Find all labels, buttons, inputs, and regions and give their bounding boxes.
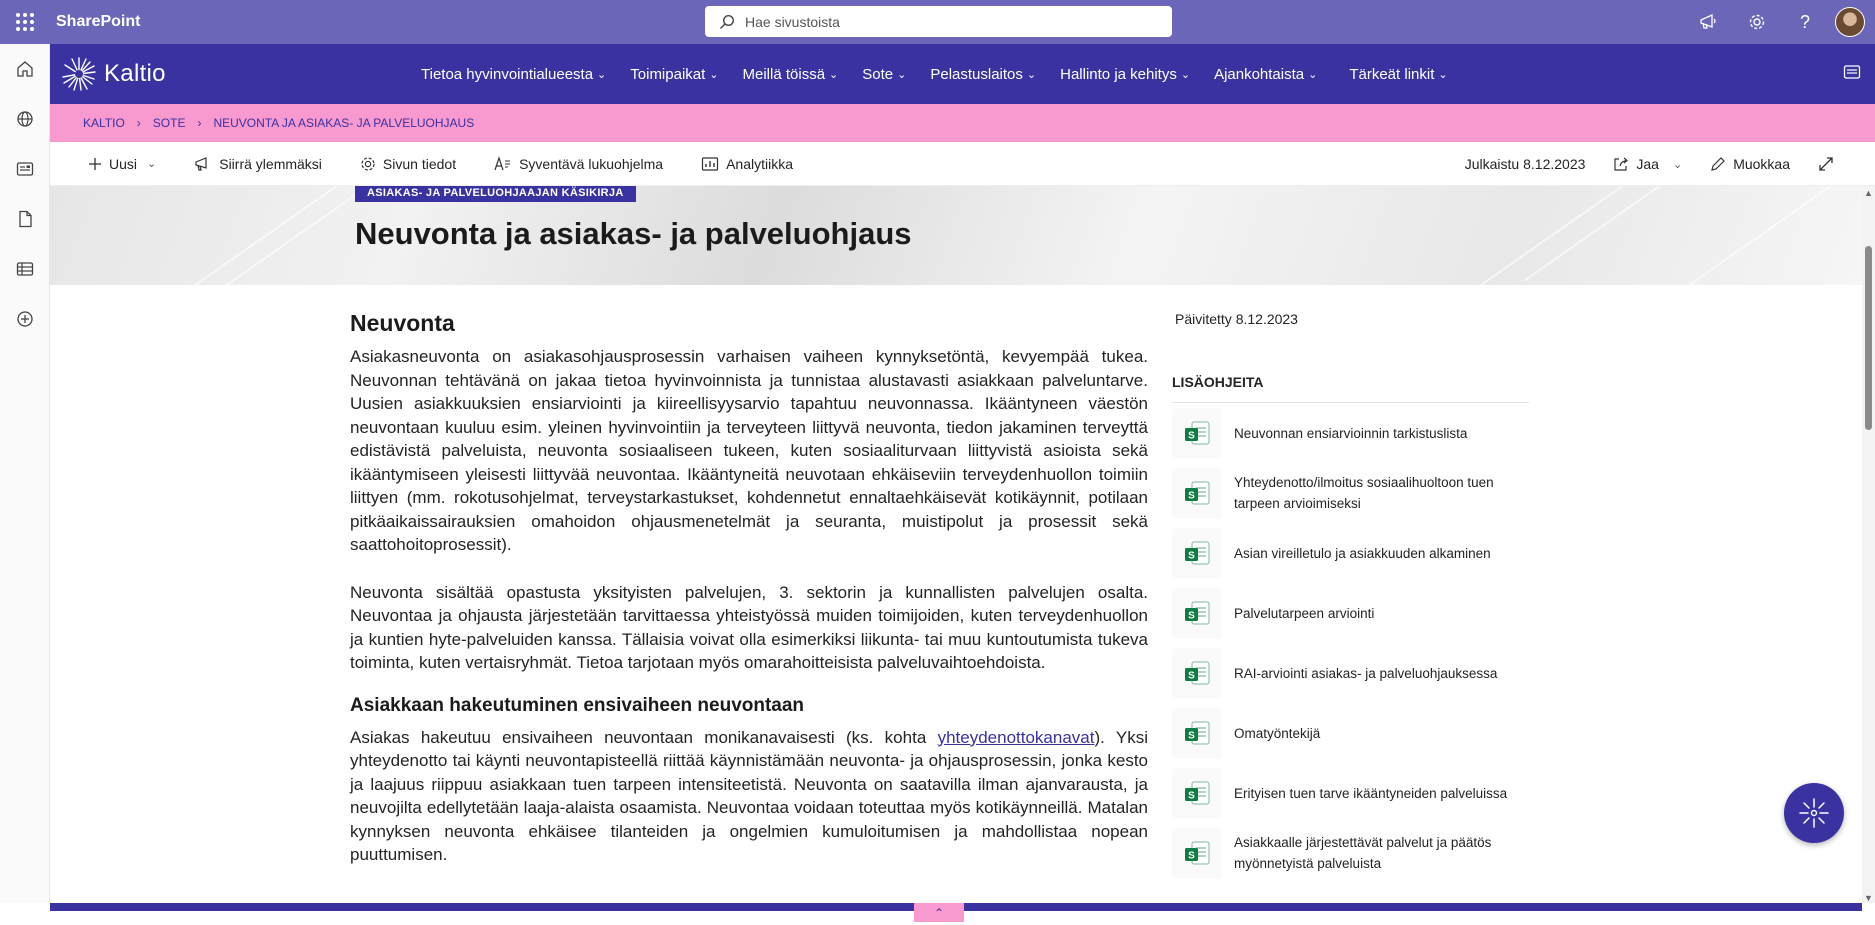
pencil-icon (1710, 156, 1726, 172)
nav-tarkeat-linkit[interactable] (1349, 66, 1447, 83)
chevron-down-icon: ⌄ (897, 68, 907, 81)
gear-icon (360, 156, 376, 172)
chevron-down-icon: ⌄ (1026, 68, 1037, 81)
scroll-thumb[interactable] (1865, 246, 1872, 430)
sharepoint-page-icon (1172, 408, 1222, 458)
megaphone-icon (194, 156, 212, 172)
nav-label: Meillä töissä (742, 65, 826, 83)
nav-ajankohtaista[interactable] (1214, 66, 1317, 83)
kaltio-logo-icon (60, 55, 98, 93)
scroll-down-arrow-icon[interactable]: ▼ (1864, 893, 1873, 903)
home-icon[interactable] (0, 44, 50, 94)
site-logo[interactable] (60, 55, 360, 93)
edit-button[interactable] (1710, 156, 1790, 172)
analytics-button[interactable] (701, 156, 793, 172)
quick-link-label: Palvelutarpeen arviointi (1234, 605, 1375, 621)
news-icon[interactable] (0, 144, 50, 194)
chevron-right-icon: › (136, 116, 141, 130)
published-status: Julkaistu 8.12.2023 (1464, 156, 1586, 172)
add-circle-icon[interactable] (0, 294, 50, 344)
page-title: Neuvonta ja asiakas- ja palveluohjaus (355, 216, 912, 251)
paragraph-3-text-before: Asiakas hakeutuu ensivaiheen neuvontaan monikanavaisesti (ks. kohta (350, 727, 938, 747)
left-app-bar (0, 44, 50, 925)
breadcrumb (50, 104, 1875, 142)
nav-label: Sote (862, 65, 894, 83)
paragraph-2: Neuvonta sisältää opastusta yksityisten palvelujen, 3. sektorin ja kunnallisten palvelujen osalta. Neuvontaa ja ohjausta järjestetään tarvittaessa yhteistyössä muiden toimijoiden, kuten terveydenhuollon ja kuntien hyte-palveluiden kanssa. Tällaisia voivat olla esimerkiksi liikunta- tai muu kuntoutumista tukeva toiminta, kuten vertaisryhmät. Tietoa tarjotaan myös omarahoitteisista palveluvaihtoehdoista. (350, 582, 1148, 672)
search-placeholder: Hae sivustoista (745, 13, 840, 30)
sharepoint-page-icon (1172, 768, 1222, 818)
quick-link-item[interactable] (1172, 523, 1529, 583)
side-heading: LISÄOHJEITA (1172, 374, 1529, 403)
side-panel (1172, 285, 1529, 883)
search-box[interactable] (705, 6, 1172, 37)
avatar[interactable] (1835, 7, 1865, 37)
updated-date: Päivitetty 8.12.2023 (1175, 311, 1298, 327)
section-heading: Neuvonta (350, 310, 455, 336)
sparkle-icon (1797, 796, 1831, 830)
breadcrumb-item-sote[interactable]: SOTE (152, 116, 186, 130)
sharepoint-page-icon (1172, 708, 1222, 758)
help-icon[interactable]: ? (1799, 11, 1810, 32)
analytics-label: Analytiikka (726, 155, 793, 172)
news-feed-icon[interactable] (1843, 64, 1861, 85)
nav-sote[interactable] (862, 66, 906, 83)
paragraph-1: Asiakasneuvonta on asiakasohjausprosessin varhaisen vaiheen kynnyksetöntä, kevyempää tukea. Neuvonnan tehtävänä on jakaa tietoa hyvinvoinnista ja tunnistaa alustavasti asiakkaan palveluntarve. Uusien asiakkuuksien ensiarviointi ja kiireellisyysarvio tapahtuu neuvonnassa. Ikääntyneen väestön neuvontaan kuuluu esim. yleinen hyvinvointiin ja terveyteen liittyvä neuvonta, tiedon jakaminen terveyttä edistävistä palveluista, neuvonta sosiaaliseen tukeen, kuten sosiaaliturvaan liittyvistä asioista sekä ikääntymiseen yleisesti liittyvää neuvontaa. Ikääntyneitä neuvotaan ehkäiseviin terveydenhuollon toimiin liittyen (mm. rokotusohjelmat, terveystarkastukset, kohdennetut ennaltaehkäisevät kotikäynnit, potilaan pitkäaikaissairauksien omahoidon ohjausmenetelmät ja seuranta, muistipolut ja prosessit sekä saattohoitoprosessit). (350, 347, 1148, 554)
nav-hallinto-ja-kehitys[interactable] (1060, 66, 1190, 83)
new-label: Uusi (109, 155, 138, 172)
quick-link-label: Yhteydenotto/ilmoitus sosiaalihuoltoon tuen tarpeen arvioimiseksi (1234, 475, 1494, 511)
chevron-down-icon: ⌄ (1672, 158, 1683, 171)
suite-bar (0, 0, 1875, 44)
promote-label: Siirrä ylemmäksi (219, 155, 322, 172)
megaphone-icon[interactable] (1685, 0, 1733, 44)
chevron-down-icon: ⌄ (1438, 68, 1448, 81)
scroll-to-top-button[interactable] (914, 903, 964, 922)
gear-icon[interactable] (1733, 0, 1781, 44)
quick-link-label: Asian vireilletulo ja asiakkuuden alkaminen (1234, 545, 1491, 561)
hub-navigation (50, 44, 1875, 104)
quick-link-item[interactable] (1172, 703, 1529, 763)
nav-toimipaikat[interactable] (630, 66, 718, 83)
quick-link-label: Neuvonnan ensiarvioinnin tarkistuslista (1234, 425, 1468, 441)
main-content (350, 285, 1148, 891)
app-name[interactable]: SharePoint (56, 13, 141, 30)
immersive-reader-label: Syventävä lukuohjelma (519, 155, 664, 172)
quick-link-label: Erityisen tuen tarve ikääntyneiden palveluissa (1234, 785, 1508, 801)
quick-link-label: RAI-arviointi asiakas- ja palveluohjauksessa (1234, 665, 1498, 681)
page-scrollbar[interactable] (1862, 186, 1875, 905)
share-icon (1613, 156, 1629, 172)
chevron-down-icon: ⌄ (709, 68, 719, 81)
quick-link-label: Omatyöntekijä (1234, 725, 1321, 741)
chevron-down-icon: ⌄ (147, 158, 157, 170)
svg-text:S: S (1188, 550, 1195, 562)
immersive-reader-button[interactable] (494, 156, 663, 172)
nav-meilla-toissa[interactable] (743, 66, 839, 83)
quick-links-list (1172, 403, 1529, 883)
quick-link-item[interactable] (1172, 463, 1529, 523)
quick-link-item[interactable] (1172, 823, 1529, 883)
paragraph-3 (350, 726, 1148, 867)
chevron-up-icon: ⌃ (933, 905, 945, 920)
chevron-down-icon: ⌄ (1180, 68, 1191, 81)
scroll-up-arrow-icon[interactable]: ▲ (1864, 188, 1873, 198)
sharepoint-page-icon (1172, 648, 1222, 698)
analytics-icon (701, 156, 719, 172)
nav-label: Pelastuslaitos (930, 65, 1023, 83)
svg-text:S: S (1188, 850, 1195, 862)
page-details-label: Sivun tiedot (382, 155, 457, 172)
subsection-heading: Asiakkaan hakeutuminen ensivaiheen neuvontaan (350, 694, 805, 716)
nav-label: Toimipaikat (630, 65, 706, 83)
chevron-down-icon: ⌄ (1308, 68, 1318, 81)
quick-link-item[interactable] (1172, 763, 1529, 823)
svg-text:S: S (1188, 790, 1195, 802)
chevron-down-icon: ⌄ (829, 68, 839, 81)
edit-label: Muokkaa (1733, 156, 1790, 172)
sharepoint-page-icon (1172, 588, 1222, 638)
globe-icon[interactable] (0, 94, 50, 144)
share-button[interactable] (1613, 156, 1682, 172)
paragraph-3-text-after: ). Yksi yhteydenotto tai käynti neuvontapisteellä riittää käynnistämään neuvonta- ja ohjausprosessin, jonka kesto ja laajuus riippuu asiakkaan tuen tarpeen intensiteetistä. Neuvonta on saatavilla ilman ajanvarausta, ja neuvojilta edellytetään laaja-alaista osaamista. Neuvontaa voidaan toteuttaa myös kotikäynneillä. Matalan kynnyksen neuvonta ehkäisee tilanteiden ja ongelmien kumuloitumisen ja mahdollistaa nopean puuttumisen. (350, 727, 1148, 864)
nav-pelastuslaitos[interactable] (930, 66, 1036, 83)
page-details-button[interactable] (360, 156, 456, 172)
svg-text:S: S (1188, 430, 1195, 442)
nav-tietoa-hyvinvointialueesta[interactable] (421, 66, 606, 83)
nav-label: Tärkeät linkit (1349, 65, 1435, 83)
quick-link-label: Asiakkaalle järjestettävät palvelut ja päätös myönnetyistä palveluista (1234, 835, 1492, 871)
expand-button[interactable] (1818, 156, 1841, 172)
promote-button[interactable] (194, 156, 322, 172)
site-name: Kaltio (104, 60, 166, 87)
sharepoint-page-icon (1172, 528, 1222, 578)
nav-label: Tietoa hyvinvointialueesta (421, 65, 594, 83)
immersive-reader-icon (494, 156, 512, 172)
topic-tag: ASIAKAS- JA PALVELUOHJAAJAN KÄSIKIRJA (355, 186, 636, 202)
svg-text:S: S (1188, 610, 1195, 622)
svg-text:S: S (1188, 670, 1195, 682)
chevron-down-icon: ⌄ (597, 68, 607, 81)
svg-text:S: S (1188, 490, 1195, 502)
chevron-right-icon: › (197, 116, 202, 130)
page-title-banner (50, 186, 1862, 285)
chat-assistant-button[interactable] (1784, 783, 1844, 843)
app-launcher-button[interactable] (0, 0, 50, 44)
sharepoint-page-icon (1172, 468, 1222, 518)
yhteydenottokanavat-link[interactable]: yhteydenottokanavat (937, 727, 1095, 747)
expand-icon (1818, 156, 1834, 172)
nav-label: Ajankohtaista (1214, 65, 1305, 83)
breadcrumb-item-current[interactable]: NEUVONTA JA ASIAKAS- JA PALVELUOHJAUS (213, 116, 475, 130)
command-bar (50, 142, 1875, 186)
quick-link-item[interactable] (1172, 583, 1529, 643)
plus-icon (88, 157, 102, 171)
file-icon[interactable] (0, 194, 50, 244)
svg-text:S: S (1188, 730, 1195, 742)
quick-link-item[interactable] (1172, 643, 1529, 703)
breadcrumb-item-kaltio[interactable]: KALTIO (83, 116, 125, 130)
list-icon[interactable] (0, 244, 50, 294)
nav-label: Hallinto ja kehitys (1060, 65, 1177, 83)
search-icon (719, 14, 735, 30)
share-label: Jaa (1636, 156, 1659, 172)
sharepoint-page-icon (1172, 828, 1222, 878)
new-button[interactable] (88, 156, 156, 172)
quick-link-item[interactable] (1172, 403, 1529, 463)
waffle-icon (16, 13, 34, 31)
